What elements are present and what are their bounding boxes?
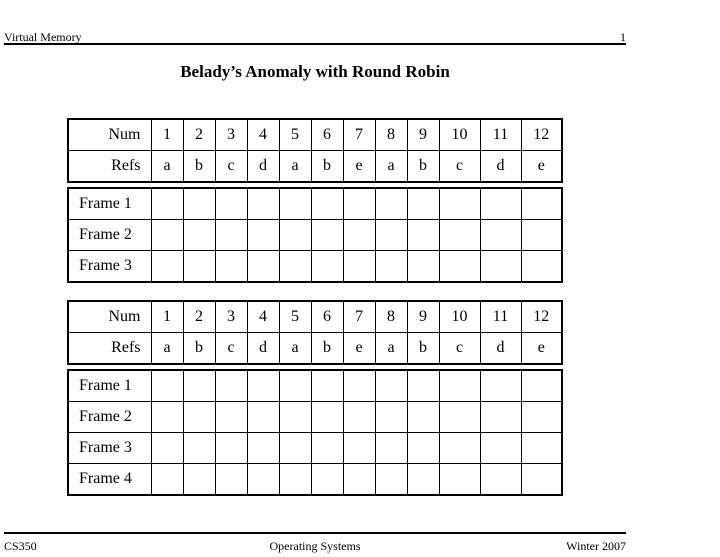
- refs-cell: b: [311, 333, 343, 365]
- frame-cell: [343, 433, 375, 464]
- frame-cell: [247, 220, 279, 251]
- frame-cell: [521, 188, 562, 220]
- num-cell: 8: [375, 119, 407, 151]
- frame-cell: [247, 464, 279, 496]
- footer-rule: [4, 532, 626, 534]
- num-cell: 4: [247, 119, 279, 151]
- frame-cell: [480, 251, 521, 283]
- frame-row: [68, 251, 562, 283]
- num-cell: 11: [480, 301, 521, 333]
- num-cell: 9: [407, 119, 439, 151]
- refs-cell: a: [151, 151, 183, 183]
- frame-cell: [183, 251, 215, 283]
- frame-cell: [343, 464, 375, 496]
- num-cell: 6: [311, 119, 343, 151]
- frame-cell: [343, 402, 375, 433]
- num-cell: 5: [279, 301, 311, 333]
- frame-cell: [521, 433, 562, 464]
- num-cell: 3: [215, 119, 247, 151]
- refs-row: [68, 151, 562, 183]
- refs-row: [68, 333, 562, 365]
- refs-cell: d: [247, 333, 279, 365]
- frame-cell: [521, 464, 562, 496]
- frame-cell: [279, 433, 311, 464]
- frame-cell: [439, 433, 480, 464]
- frame-cell: [439, 251, 480, 283]
- frame-cell: [311, 220, 343, 251]
- frame-cell: [480, 370, 521, 402]
- num-cell: 2: [183, 119, 215, 151]
- footer-term: Winter 2007: [566, 539, 626, 553]
- num-cell: 1: [151, 301, 183, 333]
- frame-cell: [439, 464, 480, 496]
- num-row-label: Num: [68, 119, 151, 151]
- refs-cell: a: [279, 333, 311, 365]
- refs-cell: e: [343, 151, 375, 183]
- refs-cell: b: [183, 333, 215, 365]
- refs-row-label: Refs: [68, 333, 151, 365]
- frame-cell: [215, 370, 247, 402]
- frame-cell: [407, 188, 439, 220]
- frame-cell: [247, 188, 279, 220]
- refs-cell: d: [247, 151, 279, 183]
- frame-cell: [375, 188, 407, 220]
- num-cell: 12: [521, 119, 562, 151]
- frame-row: [68, 188, 562, 220]
- frame-cell: [279, 464, 311, 496]
- frame-cell: [215, 188, 247, 220]
- page-number: 1: [620, 30, 626, 44]
- frame-cell: [343, 220, 375, 251]
- refs-cell: d: [480, 151, 521, 183]
- frame-cell: [151, 370, 183, 402]
- frame-row: [68, 370, 562, 402]
- frame-cell: [311, 464, 343, 496]
- frame-cell: [151, 433, 183, 464]
- refs-cell: c: [215, 333, 247, 365]
- frame-cell: [343, 370, 375, 402]
- frame-cell: [439, 402, 480, 433]
- frame-cell: [407, 464, 439, 496]
- frame-label: Frame 2: [68, 402, 151, 433]
- page-header: [4, 30, 626, 44]
- num-cell: 10: [439, 301, 480, 333]
- num-cell: 8: [375, 301, 407, 333]
- num-cell: 9: [407, 301, 439, 333]
- refs-cell: a: [279, 151, 311, 183]
- frame-cell: [407, 370, 439, 402]
- frame-cell: [521, 251, 562, 283]
- frame-row: [68, 433, 562, 464]
- refs-cell: c: [439, 151, 480, 183]
- num-cell: 11: [480, 119, 521, 151]
- refs-cell: e: [521, 333, 562, 365]
- frame-cell: [183, 433, 215, 464]
- refs-cell: b: [407, 151, 439, 183]
- frame-cell: [279, 188, 311, 220]
- frame-cell: [521, 402, 562, 433]
- refs-cell: b: [311, 151, 343, 183]
- num-row: [68, 301, 562, 333]
- refs-cell: a: [375, 151, 407, 183]
- frame-cell: [247, 370, 279, 402]
- frame-cell: [183, 188, 215, 220]
- frame-cell: [521, 370, 562, 402]
- refs-cell: a: [375, 333, 407, 365]
- footer-course: CS350: [4, 539, 37, 553]
- frame-label: Frame 1: [68, 188, 151, 220]
- frame-cell: [375, 251, 407, 283]
- header-rule: [4, 43, 626, 45]
- frame-cell: [151, 220, 183, 251]
- num-cell: 7: [343, 119, 375, 151]
- frame-cell: [215, 251, 247, 283]
- frame-cell: [215, 220, 247, 251]
- frame-label: Frame 2: [68, 220, 151, 251]
- reference-table-2: [67, 300, 563, 365]
- num-cell: 6: [311, 301, 343, 333]
- header-title: Virtual Memory: [4, 30, 82, 44]
- frame-cell: [439, 188, 480, 220]
- frame-cell: [247, 433, 279, 464]
- slide-title: Belady’s Anomaly with Round Robin: [180, 62, 450, 81]
- frame-row: [68, 402, 562, 433]
- num-row-label: Num: [68, 301, 151, 333]
- refs-cell: a: [151, 333, 183, 365]
- frame-cell: [247, 402, 279, 433]
- frame-cell: [183, 370, 215, 402]
- refs-cell: c: [439, 333, 480, 365]
- frame-cell: [343, 251, 375, 283]
- reference-table-1: [67, 118, 563, 183]
- footer-subject: Operating Systems: [269, 539, 361, 553]
- frame-cell: [375, 433, 407, 464]
- frame-row: [68, 220, 562, 251]
- frame-cell: [407, 433, 439, 464]
- num-row: [68, 119, 562, 151]
- refs-cell: d: [480, 333, 521, 365]
- frame-cell: [279, 220, 311, 251]
- frame-cell: [375, 220, 407, 251]
- frame-cell: [215, 464, 247, 496]
- num-cell: 4: [247, 301, 279, 333]
- frame-table-1: [67, 187, 563, 283]
- frame-cell: [375, 402, 407, 433]
- frame-cell: [407, 220, 439, 251]
- num-cell: 1: [151, 119, 183, 151]
- refs-cell: b: [407, 333, 439, 365]
- refs-cell: e: [521, 151, 562, 183]
- frame-cell: [439, 370, 480, 402]
- frame-label: Frame 3: [68, 433, 151, 464]
- num-cell: 3: [215, 301, 247, 333]
- frame-cell: [439, 220, 480, 251]
- frame-table-2: [67, 369, 563, 496]
- frame-cell: [375, 370, 407, 402]
- frame-cell: [151, 402, 183, 433]
- frame-cell: [183, 220, 215, 251]
- frame-cell: [480, 402, 521, 433]
- refs-row-label: Refs: [68, 151, 151, 183]
- frame-cell: [311, 370, 343, 402]
- frame-cell: [215, 433, 247, 464]
- frame-cell: [215, 402, 247, 433]
- refs-cell: c: [215, 151, 247, 183]
- frame-cell: [521, 220, 562, 251]
- frame-cell: [480, 433, 521, 464]
- frame-cell: [279, 402, 311, 433]
- frame-cell: [311, 251, 343, 283]
- frame-row: [68, 464, 562, 496]
- frame-cell: [343, 188, 375, 220]
- num-cell: 2: [183, 301, 215, 333]
- frame-label: Frame 4: [68, 464, 151, 496]
- frame-cell: [407, 251, 439, 283]
- frame-cell: [183, 464, 215, 496]
- frame-cell: [480, 464, 521, 496]
- num-cell: 12: [521, 301, 562, 333]
- frame-cell: [183, 402, 215, 433]
- frame-cell: [247, 251, 279, 283]
- num-cell: 7: [343, 301, 375, 333]
- num-cell: 5: [279, 119, 311, 151]
- frame-cell: [407, 402, 439, 433]
- frame-label: Frame 3: [68, 251, 151, 283]
- frame-label: Frame 1: [68, 370, 151, 402]
- frame-cell: [311, 433, 343, 464]
- frame-cell: [151, 251, 183, 283]
- frame-cell: [151, 464, 183, 496]
- num-cell: 10: [439, 119, 480, 151]
- refs-cell: e: [343, 333, 375, 365]
- frame-cell: [311, 402, 343, 433]
- frame-cell: [151, 188, 183, 220]
- frame-cell: [480, 188, 521, 220]
- frame-cell: [480, 220, 521, 251]
- frame-cell: [375, 464, 407, 496]
- frame-cell: [279, 370, 311, 402]
- page-footer: [4, 539, 626, 553]
- refs-cell: b: [183, 151, 215, 183]
- frame-cell: [279, 251, 311, 283]
- frame-cell: [311, 188, 343, 220]
